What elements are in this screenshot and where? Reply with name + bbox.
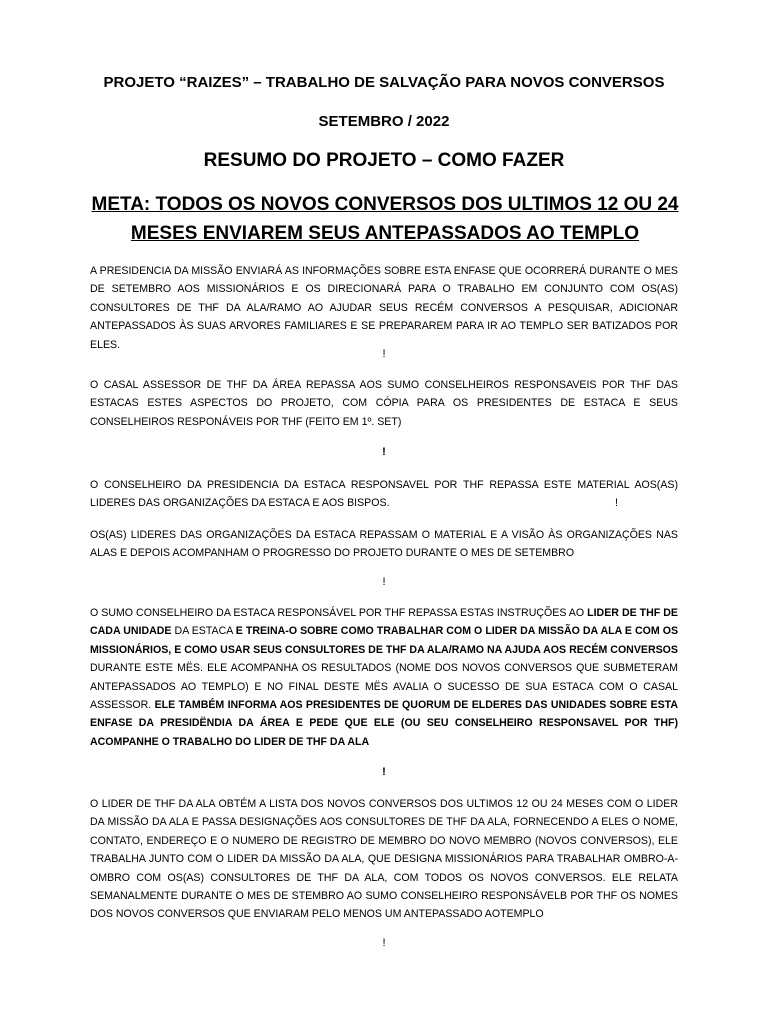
separator-mark: ! [382,576,386,588]
paragraph-text: O SUMO CONSELHEIRO DA ESTACA RESPONSÁVEL POR THF REPASSA ESTAS INSTRUÇÕES AO [90,607,588,619]
paragraph-text: DURANTE ESTE MËS. ELE ACOMPANHA OS RESULTADOS (NOME DOS NOVOS CONVERSOS QUE SUBMETERAM ANTEPASSADOS AO TEMPLO) E NO FINAL DESTE MËS AVALIA O SUCESSO DE SUA ESTACA COM O CASAL ASSESSOR. [90,662,678,712]
project-date: SETEMBRO / 2022 [318,113,450,130]
goal-heading: META: TODOS OS NOVOS CONVERSOS DOS ULTIMOS 12 OU 24 MESES ENVIAREM SEUS ANTEPASSADOS AO TEMPLO [91,194,679,244]
emphasis-text: LIDER DE THF DE CADA UNIDADE [90,607,678,638]
separator-mark: ! [382,348,386,360]
paragraph-high-councilor [90,604,678,751]
paragraph-mission-presidency: A PRESIDENCIA DA MISSÃO ENVIARÁ AS INFORMAÇÕES SOBRE ESTA ENFASE QUE OCORRERÁ DURANTE O MES DE SETEMBRO AOS MISSIONÁRIOS E OS DIRECIONARÁ PARA O TRABALHO EM CONJUNTO COM OS(AS) CONSULTORES DE THF DA ALA/RAMO AO AJUDAR SEUS RECÉM CONVERSOS A PESQUISAR, ADICIONAR ANTEPASSADOS ÀS SUAS ARVORES FAMILIARES E SE PREPARAREM PARA IR AO TEMPLO SER BATIZADOS POR ELES. [90,265,678,351]
separator-mark: ! [382,766,386,778]
paragraph-couple-advisor: O CASAL ASSESSOR DE THF DA ÁREA REPASSA AOS SUMO CONSELHEIROS RESPONSAVEIS POR THF DAS ESTACAS ESTES ASPECTOS DO PROJETO, COM CÓPIA PARA OS PRESIDENTES DE ESTACA E SEUS CONSELHEIROS RESPONÁVEIS POR THF (FEITO EM 1º. SET) [90,379,678,428]
paragraph-stake-leaders: OS(AS) LIDERES DAS ORGANIZAÇÕES DA ESTACA REPASSAM O MATERIAL E A VISÃO ÀS ORGANIZAÇÕES NAS ALAS E DEPOIS ACOMPANHAM O PROGRESSO DO PROJETO DURANTE O MES DE SETEMBRO [90,529,678,560]
separator-mark: ! [615,497,618,510]
summary-heading: RESUMO DO PROJETO – COMO FAZER [203,150,565,171]
separator-mark: ! [382,937,386,949]
paragraph-text: DA ESTACA [171,625,236,638]
emphasis-text: E TREINA-O SOBRE COMO TRABALHAR COM O LIDER DA MISSÃO DA ALA E COM OS MISSIONÁRIOS, E COMO USAR SEUS CONSULTORES DE THF DA ALA/RAMO NA AJUDA AOS RECÉM CONVERSOS [90,625,679,656]
paragraph-stake-counselor [90,476,678,513]
separator-mark: ! [382,446,386,458]
emphasis-text: ELE TAMBÉM INFORMA AOS PRESIDENTES DE QUORUM DE ELDERES DAS UNIDADES SOBRE ESTA ENFASE DA PRESIDËNDIA DA ÁREA E PEDE QUE ELE (OU SEU CONSELHEIRO RESPONSAVEL POR THF) ACOMPANHE O TRABALHO DO LIDER DE THF DA ALA [90,699,678,748]
paragraph-text: O CONSELHEIRO DA PRESIDENCIA DA ESTACA RESPONSAVEL POR THF REPASSA ESTE MATERIAL AOS(AS) LIDERES DAS ORGANIZAÇÕES DA ESTACA E AOS BISPOS. [90,479,678,510]
paragraph-ward-leader: O LIDER DE THF DA ALA OBTÉM A LISTA DOS NOVOS CONVERSOS DOS ULTIMOS 12 OU 24 MESES COM O LIDER DA MISSÃO DA ALA E PASSA DESIGNAÇÕES AOS CONSULTORES DE THF DA ALA, FORNECENDO A ELES O NOME, CONTATO, ENDEREÇO E O NUMERO DE REGISTRO DE MEMBRO DO NOVO MEMBRO (NOVOS CONVERSOS), ELE TRABALHA JUNTO COM O LIDER DA MISSÃO DA ALA, QUE DESIGNA MISSIONÁRIOS PARA TRABALHAR OMBRO-A-OMBRO COM OS(AS) CONSULTORES DE THF DA ALA, COM TODOS OS NOVOS CONVERSOS. ELE RELATA SEMANALMENTE DURANTE O MES DE STEMBRO AO SUMO CONSELHEIRO RESPONSÁVELB POR THF OS NOMES DOS NOVOS CONVERSOS QUE ENVIARAM PELO MENOS UM ANTEPASSADO AOTEMPLO [90,798,678,921]
project-title: PROJETO “RAIZES” – TRABALHO DE SALVAÇÃO PARA NOVOS CONVERSOS [103,74,665,91]
